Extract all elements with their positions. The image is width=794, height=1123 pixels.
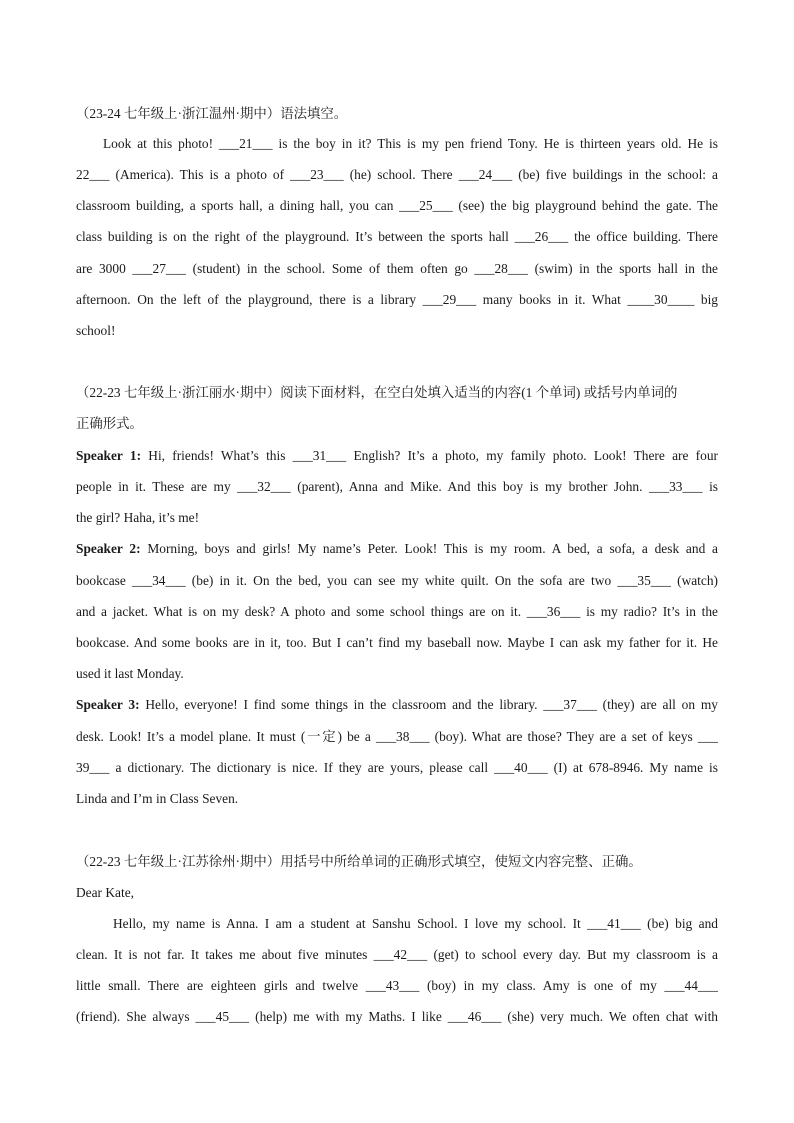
speaker2-line-1	[76, 540, 718, 558]
speaker1-text-1: Hi, friends! What’s this ___31___ English? It’s a photo, my family photo. Look! There are four	[148, 448, 718, 463]
section3-heading: （22-23 七年级上·江苏徐州·期中）用括号中所给单词的正确形式填空，使短文内容完整、正确。	[76, 854, 642, 869]
section1-line-4: class building is on the right of the playground. It’s between the sports hall ___26___ the office building. There	[76, 229, 718, 244]
letter-line-3: little small. There are eighteen girls and twelve ___43___ (boy) in my class. Amy is one of my ___44___	[76, 978, 718, 993]
speaker3-line-1	[76, 696, 718, 714]
speaker3-line-4: Linda and I’m in Class Seven.	[76, 791, 239, 806]
speaker2-line-2: bookcase ___34___ (be) in it. On the bed, you can see my white quilt. On the sofa are two ___35___ (watch)	[76, 573, 718, 588]
speaker1-line-3: the girl? Haha, it’s me!	[76, 510, 200, 525]
section1-line-2: 22___ (America). This is a photo of ___23___ (he) school. There ___24___ (be) five buildings in the school: a	[76, 167, 718, 182]
speaker2-label: Speaker 2:	[76, 541, 141, 556]
speaker2-line-3: and a jacket. What is on my desk? A photo and some school things are on it. ___36___ is my radio? It’s in the	[76, 604, 718, 619]
section1-line-6: afternoon. On the left of the playground, there is a library ___29___ many books in it. What ____30____ big	[76, 292, 718, 307]
speaker2-text-1: Morning, boys and girls! My name’s Peter. Look! This is my room. A bed, a sofa, a desk and a	[147, 541, 718, 556]
letter-greeting: Dear Kate,	[76, 885, 134, 900]
speaker2-line-5: used it last Monday.	[76, 666, 184, 681]
section2-heading-line-2: 正确形式。	[76, 416, 143, 431]
letter-line-2: clean. It is not far. It takes me about five minutes ___42___ (get) to school every day. But my classroom is a	[76, 947, 718, 962]
speaker1-line-2: people in it. These are my ___32___ (parent), Anna and Mike. And this boy is my brother John. ___33___ is	[76, 479, 718, 494]
section1-line-5: are 3000 ___27___ (student) in the school. Some of them often go ___28___ (swim) in the sports hall in the	[76, 261, 718, 276]
speaker3-line-2: desk. Look! It’s a model plane. It must (一定) be a ___38___ (boy). What are those? They are a set of keys ___	[76, 729, 718, 744]
speaker1-label: Speaker 1:	[76, 448, 142, 463]
section2-heading-line-1: （22-23 七年级上·浙江丽水·期中）阅读下面材料，在空白处填入适当的内容(1 个单词) 或括号内单词的	[76, 385, 678, 400]
section1-heading: （23-24 七年级上·浙江温州·期中）语法填空。	[76, 106, 348, 121]
speaker3-text-1: Hello, everyone! I find some things in the classroom and the library. ___37___ (they) are all on my	[145, 697, 718, 712]
speaker2-line-4: bookcase. And some books are in it, too. But I can’t find my baseball now. Maybe I can ask my father for it. He	[76, 635, 718, 650]
section1-line-3: classroom building, a sports hall, a dining hall, you can ___25___ (see) the big playground behind the gate. The	[76, 198, 718, 213]
speaker1-line-1	[76, 447, 718, 465]
speaker3-label: Speaker 3:	[76, 697, 140, 712]
letter-line-1: Hello, my name is Anna. I am a student at Sanshu School. I love my school. It ___41___ (be) big and	[113, 916, 718, 931]
section1-line-1: Look at this photo! ___21___ is the boy in it? This is my pen friend Tony. He is thirteen years old. He is	[103, 136, 718, 151]
section1-line-7: school!	[76, 323, 116, 338]
speaker3-line-3: 39___ a dictionary. The dictionary is nice. If they are yours, please call ___40___ (I) at 678-8946. My name is	[76, 760, 718, 775]
letter-line-4: (friend). She always ___45___ (help) me with my Maths. I like ___46___ (she) very much. We often chat with	[76, 1009, 718, 1024]
